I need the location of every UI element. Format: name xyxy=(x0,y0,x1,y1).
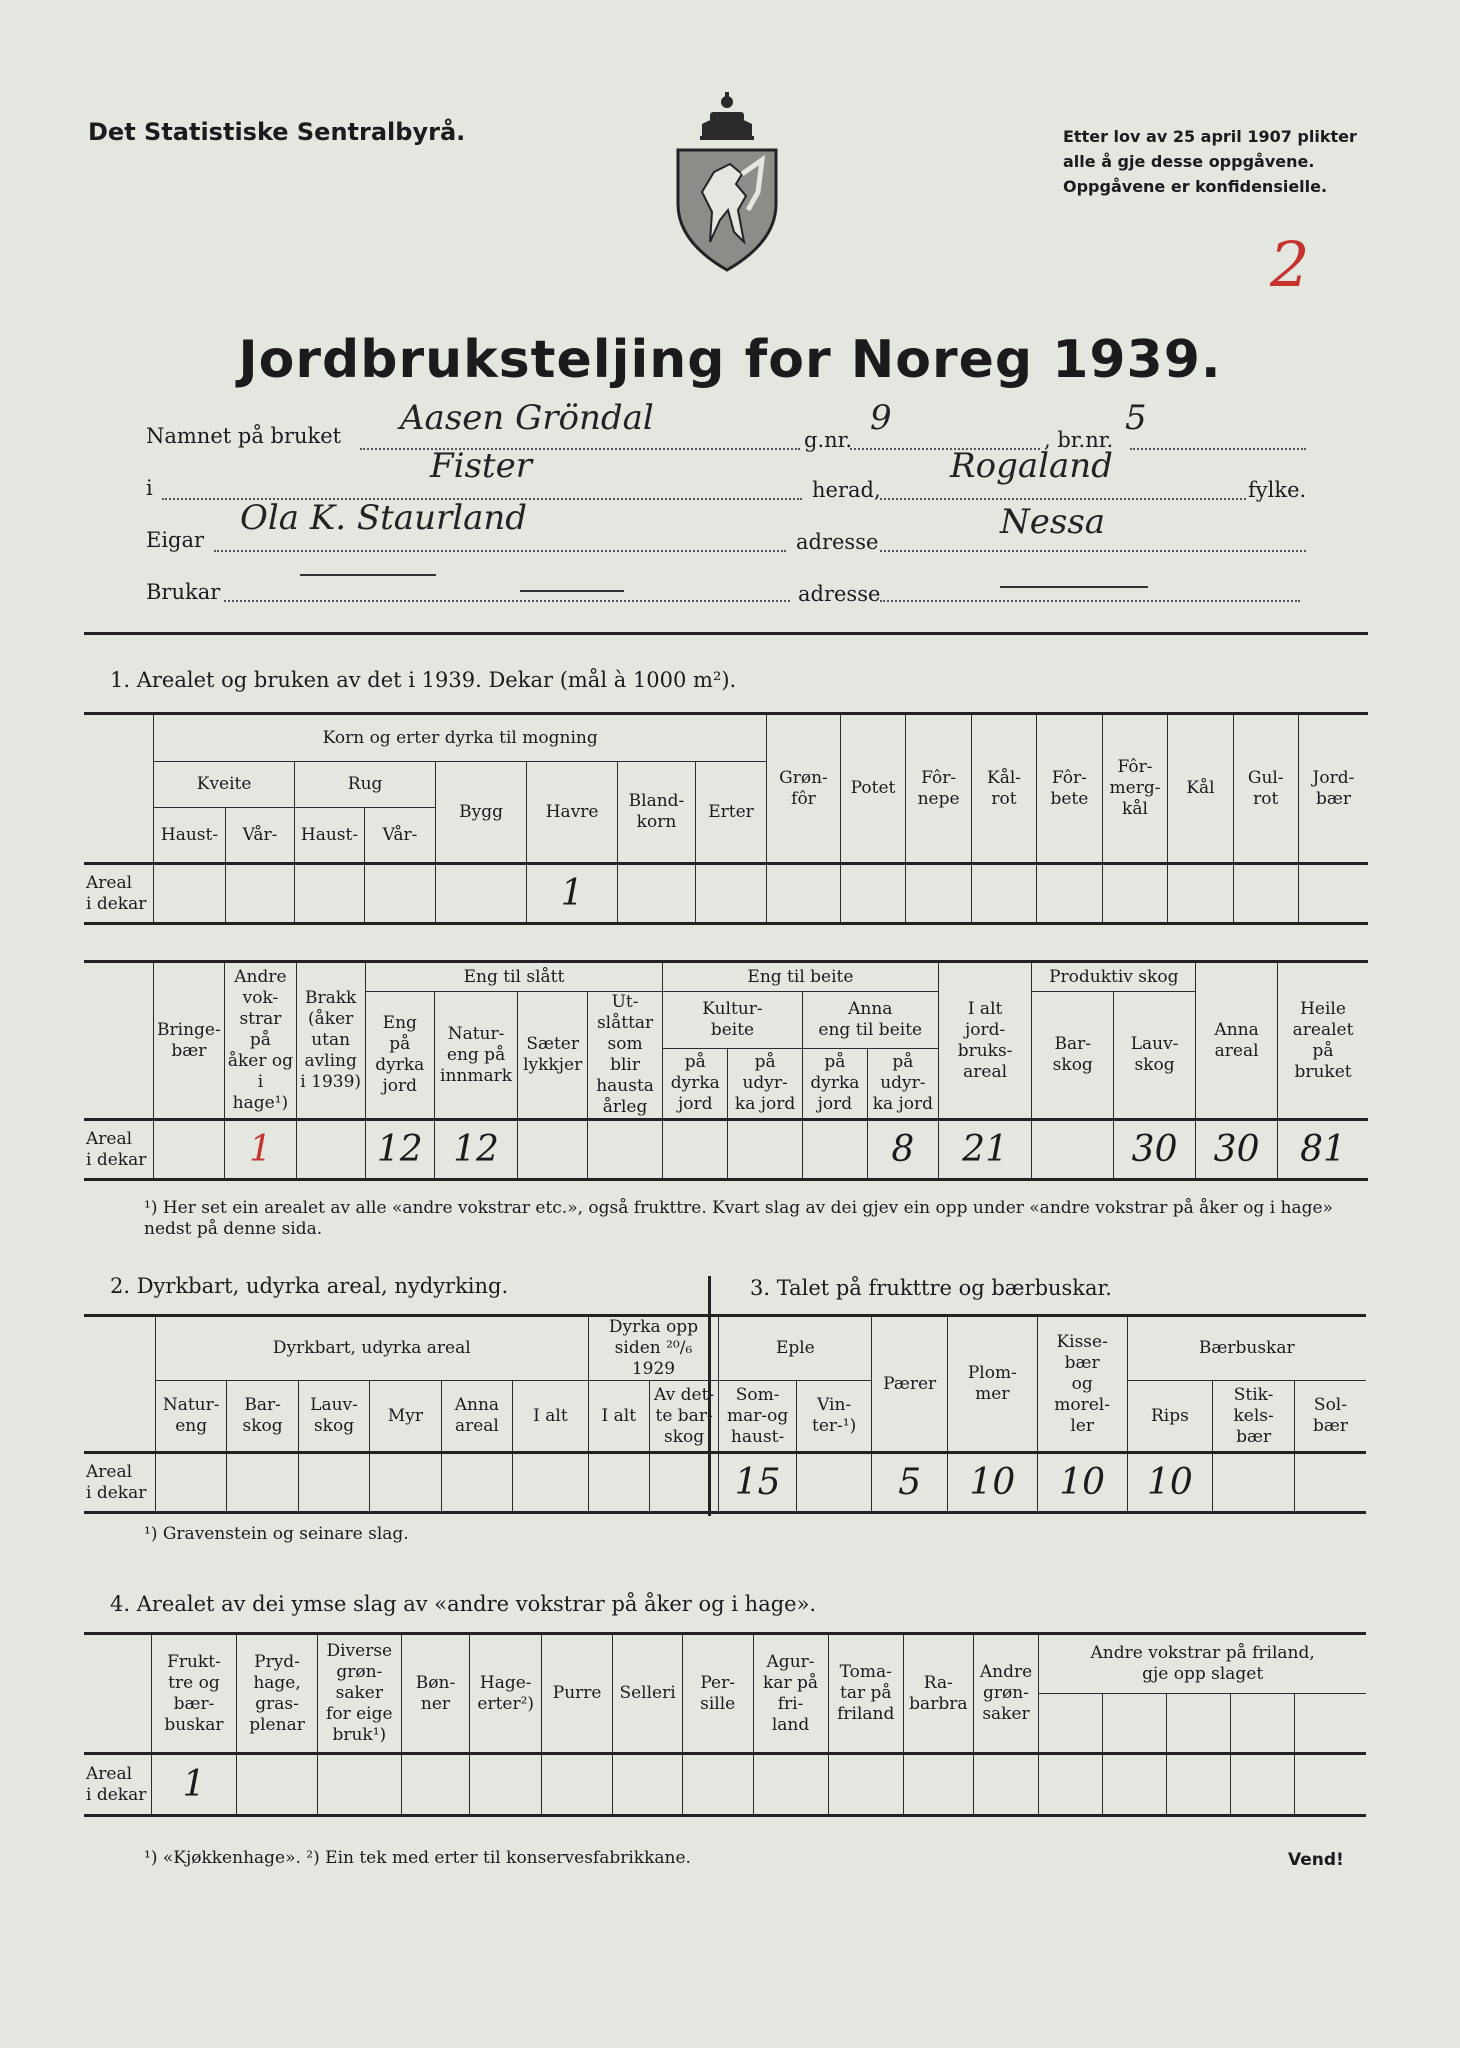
col-bringebaer: Bringe- bær xyxy=(153,962,225,1120)
input-friland-3[interactable] xyxy=(1167,1754,1231,1816)
input-andre-gronsaker[interactable] xyxy=(973,1754,1039,1816)
input-formergkal[interactable] xyxy=(1102,864,1168,924)
input-selleri[interactable] xyxy=(613,1754,683,1816)
input-myr[interactable] xyxy=(370,1453,441,1513)
group-skog: Produktiv skog xyxy=(1032,962,1196,992)
input-eple-sommar[interactable]: 15 xyxy=(719,1453,797,1513)
blank-corner xyxy=(84,1634,151,1754)
input-agurkar[interactable] xyxy=(753,1754,828,1816)
input-eng-dyrka[interactable]: 12 xyxy=(365,1120,434,1180)
blank-dash xyxy=(1000,586,1148,588)
norwegian-coat-of-arms-icon xyxy=(672,92,782,276)
input-solbaer[interactable] xyxy=(1294,1453,1366,1513)
col-anna-areal: Anna areal xyxy=(441,1381,512,1453)
col-blandkorn: Bland- korn xyxy=(618,762,696,864)
blank-dash xyxy=(520,590,624,592)
input-stikkelsbaer[interactable] xyxy=(1213,1453,1295,1513)
user-address-line xyxy=(880,600,1300,602)
group-rug: Rug xyxy=(295,762,436,808)
col-stikkelsbaer: Stik- kels- bær xyxy=(1213,1381,1295,1453)
col-rug-var: Vår- xyxy=(364,808,435,864)
col-gronfor: Grøn- fôr xyxy=(767,714,841,864)
col-rabarbra: Ra- barbra xyxy=(903,1634,973,1754)
col-kal: Kål xyxy=(1168,714,1233,864)
input-purre[interactable] xyxy=(542,1754,613,1816)
input-erter[interactable] xyxy=(695,864,766,924)
input-kalrot[interactable] xyxy=(971,864,1036,924)
input-heile-arealet[interactable]: 81 xyxy=(1278,1120,1368,1180)
input-eple-vinter[interactable] xyxy=(796,1453,872,1513)
col-eple-sommar: Som- mar-og haust- xyxy=(719,1381,797,1453)
col-kalrot: Kål- rot xyxy=(971,714,1036,864)
notice-line: alle å gje desse oppgåvene. xyxy=(1063,152,1315,171)
input-anna-dyrka[interactable] xyxy=(802,1120,867,1180)
input-bringebaer[interactable] xyxy=(153,1120,225,1180)
blank-corner xyxy=(84,714,154,864)
group-dyrkbart: Dyrkbart, udyrka areal xyxy=(155,1316,588,1381)
col-bygg: Bygg xyxy=(436,762,527,864)
col-utslattar: Ut- slåttar som blir hausta årleg xyxy=(587,992,662,1120)
col-agurkar: Agur- kar på fri- land xyxy=(753,1634,828,1754)
notice-line: Etter lov av 25 april 1907 plikter xyxy=(1063,127,1357,146)
section4-heading: 4. Arealet av dei ymse slag av «andre vokstrar på åker og i hage». xyxy=(110,1592,817,1616)
col-naturleng: Natur- eng på innmark xyxy=(434,992,518,1120)
row-label-areal: Areal i dekar xyxy=(84,1120,153,1180)
blank-dash xyxy=(300,574,436,576)
farm-name-label: Namnet på bruket xyxy=(146,424,342,448)
input-bygg[interactable] xyxy=(436,864,527,924)
col-solbaer: Sol- bær xyxy=(1294,1381,1366,1453)
handwritten-page-number: 2 xyxy=(1270,228,1310,301)
input-rips[interactable]: 10 xyxy=(1127,1453,1213,1513)
col-purre: Purre xyxy=(542,1634,613,1754)
fylke-field[interactable]: Rogaland xyxy=(950,446,1113,486)
section1-table-a xyxy=(84,712,1368,925)
brnr-field[interactable]: 5 xyxy=(1125,398,1147,438)
col-eple-vinter: Vin- ter-¹) xyxy=(796,1381,872,1453)
input-prydhage[interactable] xyxy=(236,1754,317,1816)
input-kal[interactable] xyxy=(1168,864,1233,924)
section2-footnote: ¹) Gravenstein og seinare slag. xyxy=(144,1524,409,1544)
col-jordbaer: Jord- bær xyxy=(1298,714,1368,864)
section1-table-b xyxy=(84,960,1368,1181)
brnr-line xyxy=(1130,448,1306,450)
col-brakk: Brakk (åker utan avling i 1939) xyxy=(296,962,365,1120)
input-lauvskog[interactable]: 30 xyxy=(1114,1120,1196,1180)
col-saeter: Sæter lykkjer xyxy=(518,992,588,1120)
input-kissebaer[interactable]: 10 xyxy=(1037,1453,1127,1513)
input-persille[interactable] xyxy=(682,1754,753,1816)
input-i-alt[interactable]: 21 xyxy=(938,1120,1032,1180)
col-eng-dyrka: Eng på dyrka jord xyxy=(365,992,434,1120)
group-kveite: Kveite xyxy=(154,762,295,808)
col-barskog: Bar- skog xyxy=(227,1381,298,1453)
input-friland-4[interactable] xyxy=(1230,1754,1294,1816)
input-forbete[interactable] xyxy=(1037,864,1102,924)
input-friland-5[interactable] xyxy=(1294,1754,1366,1816)
col-friland-3 xyxy=(1167,1694,1231,1754)
input-rug-var[interactable] xyxy=(364,864,435,924)
col-rug-haust: Haust- xyxy=(295,808,365,864)
group-eng-beite: Eng til beite xyxy=(663,962,939,992)
input-havre[interactable]: 1 xyxy=(527,864,618,924)
col-anna-udyrka: på udyr- ka jord xyxy=(868,1048,939,1119)
input-rug-haust[interactable] xyxy=(295,864,365,924)
herad-field[interactable]: Fister xyxy=(430,446,532,486)
input-lauvskog[interactable] xyxy=(298,1453,369,1513)
col-plommer: Plom- mer xyxy=(947,1316,1037,1453)
col-barskog: Bar- skog xyxy=(1032,992,1114,1120)
row-label-areal: Areal i dekar xyxy=(84,1453,155,1513)
farm-name-line xyxy=(360,448,800,450)
section1-heading: 1. Arealet og bruken av det i 1939. Dekar (mål à 1000 m²). xyxy=(110,668,737,692)
gnr-field[interactable]: 9 xyxy=(870,398,892,438)
col-friland-4 xyxy=(1230,1694,1294,1754)
input-hageerter[interactable] xyxy=(470,1754,542,1816)
col-selleri: Selleri xyxy=(613,1634,683,1754)
col-potet: Potet xyxy=(840,714,906,864)
col-anna-dyrka: på dyrka jord xyxy=(802,1048,867,1119)
input-potet[interactable] xyxy=(840,864,906,924)
col-friland-5 xyxy=(1294,1694,1366,1754)
group-anna-eng: Anna eng til beite xyxy=(802,992,938,1049)
col-fornepe: Fôr- nepe xyxy=(906,714,972,864)
owner-line xyxy=(214,550,786,552)
group-kulturbeite: Kultur- beite xyxy=(663,992,803,1049)
brnr-label: , br.nr. xyxy=(1044,428,1114,452)
col-erter: Erter xyxy=(695,762,766,864)
fylke-label: fylke. xyxy=(1248,478,1307,502)
blank-corner xyxy=(84,962,153,1120)
input-gulrot[interactable] xyxy=(1233,864,1298,924)
col-av-dette-barskog: Av det- te bar- skog xyxy=(649,1381,718,1453)
group-eng-slatt: Eng til slått xyxy=(365,962,662,992)
col-kultur-udyrka: på udyr- ka jord xyxy=(728,1048,802,1119)
input-fornepe[interactable] xyxy=(906,864,972,924)
col-kultur-dyrka: på dyrka jord xyxy=(663,1048,728,1119)
col-i-alt-jordbruk: I alt jord- bruks- areal xyxy=(938,962,1032,1120)
user-address-label: adresse xyxy=(798,582,881,606)
notice-line: Oppgåvene er konfidensielle. xyxy=(1063,177,1328,196)
user-label: Brukar xyxy=(146,580,221,604)
col-andre-gronsaker: Andre grøn- saker xyxy=(973,1634,1039,1754)
owner-address-line xyxy=(880,550,1306,552)
group-andre-friland: Andre vokstrar på friland, gje opp slaget xyxy=(1039,1634,1366,1694)
user-line xyxy=(224,600,790,602)
col-heile-arealet: Heile arealet på bruket xyxy=(1278,962,1368,1120)
col-tomatar: Toma- tar på friland xyxy=(828,1634,903,1754)
input-paerer[interactable]: 5 xyxy=(872,1453,948,1513)
owner-address-field[interactable]: Nessa xyxy=(1000,502,1106,542)
input-anna-areal[interactable]: 30 xyxy=(1196,1120,1278,1180)
col-hageerter: Hage- erter²) xyxy=(470,1634,542,1754)
turn-over-note: Vend! xyxy=(1288,1850,1344,1870)
col-prydhage: Pryd- hage, gras- plenar xyxy=(236,1634,317,1754)
input-brakk[interactable] xyxy=(296,1120,365,1180)
blank-corner xyxy=(84,1316,155,1453)
col-anna-areal: Anna areal xyxy=(1196,962,1278,1120)
organization-name: Det Statistiske Sentralbyrå. xyxy=(88,118,466,146)
input-jordbaer[interactable] xyxy=(1298,864,1368,924)
input-kveite-var[interactable] xyxy=(225,864,294,924)
section4-table xyxy=(84,1632,1366,1817)
section2-3-table xyxy=(84,1314,1366,1514)
col-kveite-var: Vår- xyxy=(225,808,294,864)
input-gronfor[interactable] xyxy=(767,864,841,924)
col-gulrot: Gul- rot xyxy=(1233,714,1298,864)
input-barskog[interactable] xyxy=(1032,1120,1114,1180)
input-anna-udyrka[interactable]: 8 xyxy=(868,1120,939,1180)
form-title: Jordbruksteljing for Noreg 1939. xyxy=(238,330,1222,390)
input-frukttre[interactable]: 1 xyxy=(151,1754,236,1816)
input-naturleng[interactable]: 12 xyxy=(434,1120,518,1180)
col-myr: Myr xyxy=(370,1381,441,1453)
col-formergkal: Fôr- merg- kål xyxy=(1102,714,1168,864)
input-diverse[interactable] xyxy=(318,1754,401,1816)
owner-address-label: adresse xyxy=(796,530,879,554)
input-anna-areal[interactable] xyxy=(441,1453,512,1513)
section1-footnote: ¹) Her set ein arealet av alle «andre vokstrar etc.», også frukttre. Kvart slag av dei gjev ein opp under «andre vokstrar på åker og i hage» nedst på denne sida. xyxy=(144,1198,1333,1239)
group-dyrka-opp: Dyrka opp siden ²⁰/₆ 1929 xyxy=(588,1316,719,1381)
col-andre-vokstrar: Andre vok- strar på åker og i hage¹) xyxy=(225,962,296,1120)
input-av-dette-barskog[interactable] xyxy=(649,1453,718,1513)
input-friland-2[interactable] xyxy=(1103,1754,1167,1816)
input-bonner[interactable] xyxy=(401,1754,470,1816)
col-friland-1 xyxy=(1039,1694,1103,1754)
input-kveite-haust[interactable] xyxy=(154,864,226,924)
input-friland-1[interactable] xyxy=(1039,1754,1103,1816)
col-rips: Rips xyxy=(1127,1381,1213,1453)
in-label: i xyxy=(146,476,153,500)
input-utslattar[interactable] xyxy=(587,1120,662,1180)
input-blandkorn[interactable] xyxy=(618,864,696,924)
input-dyrka-i-alt[interactable] xyxy=(588,1453,649,1513)
col-dyrka-i-alt: I alt xyxy=(588,1381,649,1453)
input-rabarbra[interactable] xyxy=(903,1754,973,1816)
input-saeter[interactable] xyxy=(518,1120,588,1180)
section2-heading: 2. Dyrkbart, udyrka areal, nydyrking. xyxy=(110,1274,509,1298)
herad-label: herad, xyxy=(812,478,881,502)
input-plommer[interactable]: 10 xyxy=(947,1453,1037,1513)
row-label-areal: Areal i dekar xyxy=(84,1754,151,1816)
divider-rule xyxy=(84,632,1368,635)
group-korn: Korn og erter dyrka til mogning xyxy=(154,714,767,762)
section3-heading: 3. Talet på frukttre og bærbuskar. xyxy=(750,1276,1112,1300)
owner-label: Eigar xyxy=(146,528,205,552)
gnr-label: g.nr. xyxy=(804,428,853,452)
row-label-areal: Areal i dekar xyxy=(84,864,154,924)
col-forbete: Fôr- bete xyxy=(1037,714,1102,864)
group-eple: Eple xyxy=(719,1316,872,1381)
input-kultur-dyrka[interactable] xyxy=(663,1120,728,1180)
col-kissebaer: Kisse- bær og morel- ler xyxy=(1037,1316,1127,1453)
input-i-alt[interactable] xyxy=(513,1453,589,1513)
input-naturleng[interactable] xyxy=(155,1453,226,1513)
col-i-alt: I alt xyxy=(513,1381,589,1453)
col-frukttre: Frukt- tre og bær- buskar xyxy=(151,1634,236,1754)
col-diverse: Diverse grøn- saker for eige bruk¹) xyxy=(318,1634,401,1754)
col-lauvskog: Lauv- skog xyxy=(1114,992,1196,1120)
group-baerbuskar: Bærbuskar xyxy=(1127,1316,1366,1381)
col-friland-2 xyxy=(1103,1694,1167,1754)
col-naturleng: Natur- eng xyxy=(155,1381,226,1453)
col-lauvskog: Lauv- skog xyxy=(298,1381,369,1453)
input-kultur-udyrka[interactable] xyxy=(728,1120,802,1180)
owner-field[interactable]: Ola K. Staurland xyxy=(240,498,528,538)
input-andre-vokstrar[interactable]: 1 xyxy=(225,1120,296,1180)
input-tomatar[interactable] xyxy=(828,1754,903,1816)
farm-name-field[interactable]: Aasen Gröndal xyxy=(400,398,654,438)
col-persille: Per- sille xyxy=(682,1634,753,1754)
section4-footnote: ¹) «Kjøkkenhage». ²) Ein tek med erter til konservesfabrikkane. xyxy=(144,1848,691,1868)
legal-notice xyxy=(1063,124,1357,199)
col-bonner: Bøn- ner xyxy=(401,1634,470,1754)
fylke-line xyxy=(880,498,1246,500)
col-havre: Havre xyxy=(527,762,618,864)
input-barskog[interactable] xyxy=(227,1453,298,1513)
col-kveite-haust: Haust- xyxy=(154,808,226,864)
col-paerer: Pærer xyxy=(872,1316,948,1453)
